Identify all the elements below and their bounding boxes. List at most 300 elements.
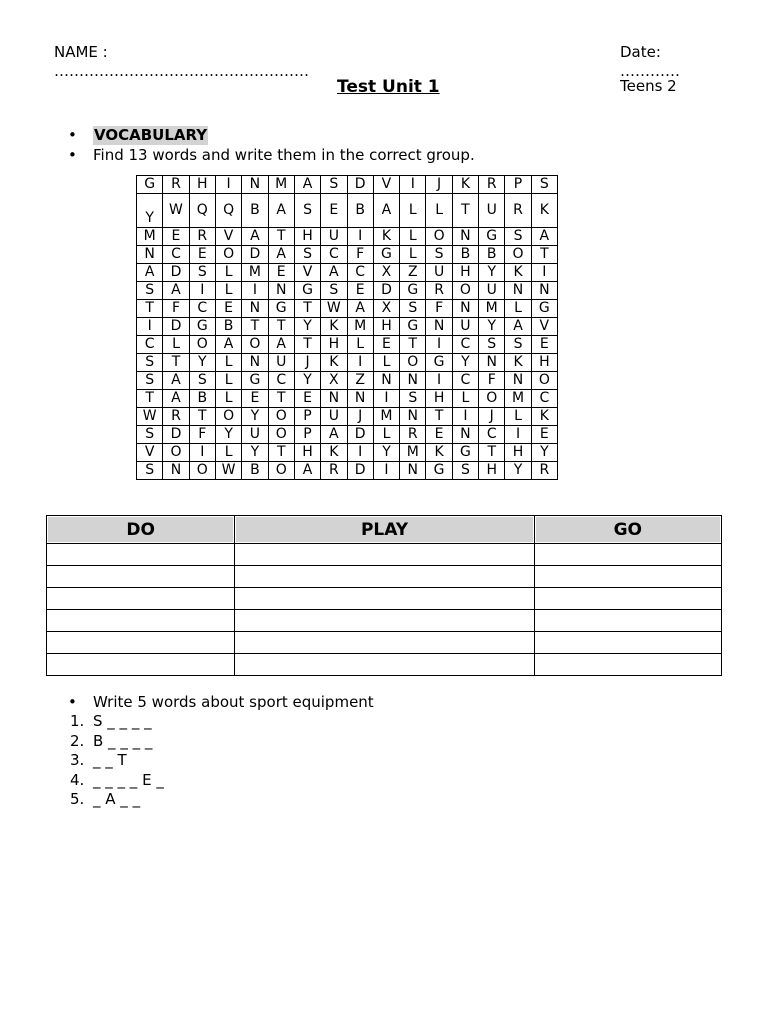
letter-cell[interactable]: O: [268, 462, 294, 480]
answer-cell[interactable]: [47, 610, 235, 632]
letter-cell[interactable]: T: [268, 444, 294, 462]
letter-cell[interactable]: H: [426, 390, 452, 408]
letter-cell[interactable]: X: [373, 264, 399, 282]
letter-cell[interactable]: F: [426, 300, 452, 318]
letter-cell[interactable]: O: [163, 444, 189, 462]
item-blank-text[interactable]: S _ _ _ _: [93, 712, 152, 730]
letter-cell[interactable]: I: [189, 282, 215, 300]
letter-cell[interactable]: Y: [294, 372, 320, 390]
letter-cell[interactable]: O: [268, 426, 294, 444]
letter-cell[interactable]: R: [426, 282, 452, 300]
letter-cell[interactable]: F: [163, 300, 189, 318]
answer-cell[interactable]: [47, 544, 235, 566]
letter-cell[interactable]: R: [321, 462, 347, 480]
letter-cell[interactable]: R: [400, 426, 426, 444]
letter-cell[interactable]: K: [426, 444, 452, 462]
letter-cell[interactable]: N: [452, 426, 478, 444]
answer-cell[interactable]: [534, 544, 721, 566]
letter-cell[interactable]: G: [294, 282, 320, 300]
letter-cell[interactable]: L: [400, 246, 426, 264]
letter-cell[interactable]: V: [531, 318, 557, 336]
letter-cell[interactable]: B: [347, 194, 373, 228]
letter-cell[interactable]: G: [426, 462, 452, 480]
letter-cell[interactable]: B: [479, 246, 505, 264]
answer-cell[interactable]: [534, 588, 721, 610]
letter-cell[interactable]: H: [321, 336, 347, 354]
answer-cell[interactable]: [534, 654, 721, 676]
letter-cell[interactable]: E: [294, 390, 320, 408]
letter-cell[interactable]: N: [268, 282, 294, 300]
letter-cell[interactable]: W: [137, 408, 163, 426]
item-blank-text[interactable]: _ _ T: [93, 751, 127, 769]
letter-cell[interactable]: E: [531, 426, 557, 444]
letter-cell[interactable]: X: [321, 372, 347, 390]
letter-cell[interactable]: R: [163, 176, 189, 194]
date-blank[interactable]: …………: [620, 62, 680, 80]
wordsearch-instruction: Find 13 words and write them in the correct group.: [93, 146, 475, 164]
letter-cell[interactable]: K: [321, 318, 347, 336]
answer-cell[interactable]: [235, 566, 534, 588]
letter-cell[interactable]: S: [426, 246, 452, 264]
letter-cell[interactable]: O: [452, 282, 478, 300]
letter-cell[interactable]: T: [479, 444, 505, 462]
letter-cell[interactable]: A: [215, 336, 241, 354]
letter-cell[interactable]: A: [373, 194, 399, 228]
letter-cell[interactable]: D: [242, 246, 268, 264]
letter-cell[interactable]: Y: [479, 264, 505, 282]
letter-cell[interactable]: L: [215, 444, 241, 462]
letter-cell[interactable]: C: [163, 246, 189, 264]
letter-cell[interactable]: B: [242, 194, 268, 228]
groups-row: [47, 566, 722, 588]
answer-cell[interactable]: [47, 566, 235, 588]
letter-cell[interactable]: N: [452, 228, 478, 246]
letter-cell[interactable]: T: [400, 336, 426, 354]
letter-cell[interactable]: E: [531, 336, 557, 354]
letter-cell[interactable]: N: [426, 318, 452, 336]
letter-cell[interactable]: O: [268, 408, 294, 426]
letter-cell[interactable]: U: [268, 354, 294, 372]
letter-cell[interactable]: P: [505, 176, 531, 194]
letter-cell[interactable]: L: [400, 228, 426, 246]
letter-cell[interactable]: O: [400, 354, 426, 372]
letter-cell[interactable]: M: [505, 390, 531, 408]
letter-cell[interactable]: G: [479, 228, 505, 246]
letter-cell[interactable]: L: [505, 408, 531, 426]
letter-cell[interactable]: C: [189, 300, 215, 318]
letter-cell[interactable]: J: [479, 408, 505, 426]
letter-cell[interactable]: K: [505, 264, 531, 282]
letter-cell[interactable]: H: [294, 228, 320, 246]
letter-cell[interactable]: L: [215, 264, 241, 282]
letter-cell[interactable]: S: [137, 462, 163, 480]
letter-cell[interactable]: B: [189, 390, 215, 408]
letter-cell[interactable]: C: [452, 336, 478, 354]
letter-cell[interactable]: U: [452, 318, 478, 336]
letter-cell[interactable]: I: [505, 426, 531, 444]
letter-cell[interactable]: C: [531, 390, 557, 408]
letter-cell[interactable]: C: [321, 246, 347, 264]
letter-cell[interactable]: K: [321, 444, 347, 462]
letter-cell[interactable]: O: [426, 228, 452, 246]
letter-cell[interactable]: W: [163, 194, 189, 228]
letter-cell[interactable]: L: [215, 354, 241, 372]
letter-cell[interactable]: G: [400, 282, 426, 300]
letter-cell[interactable]: W: [215, 462, 241, 480]
letter-cell[interactable]: E: [189, 246, 215, 264]
letter-cell[interactable]: S: [321, 282, 347, 300]
letter-cell[interactable]: G: [426, 354, 452, 372]
letter-cell[interactable]: A: [163, 372, 189, 390]
answer-cell[interactable]: [235, 610, 534, 632]
letter-cell[interactable]: K: [531, 194, 557, 228]
letter-cell[interactable]: O: [189, 462, 215, 480]
name-label: NAME :: [54, 43, 108, 61]
letter-cell[interactable]: H: [294, 444, 320, 462]
letter-cell[interactable]: T: [268, 318, 294, 336]
wordsearch-row: [137, 176, 558, 194]
answer-cell[interactable]: [47, 588, 235, 610]
letter-cell[interactable]: A: [531, 228, 557, 246]
letter-cell[interactable]: W: [321, 300, 347, 318]
letter-cell[interactable]: U: [479, 282, 505, 300]
letter-cell[interactable]: N: [505, 282, 531, 300]
wordsearch-row: [137, 228, 558, 246]
letter-cell[interactable]: O: [479, 390, 505, 408]
item-blank-text[interactable]: _ _ _ _ E _: [93, 770, 164, 789]
letter-cell[interactable]: D: [347, 426, 373, 444]
letter-cell[interactable]: I: [347, 354, 373, 372]
letter-cell[interactable]: L: [373, 426, 399, 444]
letter-cell[interactable]: O: [215, 408, 241, 426]
letter-cell[interactable]: I: [373, 462, 399, 480]
letter-cell[interactable]: T: [531, 246, 557, 264]
letter-cell[interactable]: K: [531, 408, 557, 426]
letter-cell[interactable]: H: [189, 176, 215, 194]
letter-cell[interactable]: M: [479, 300, 505, 318]
letter-cell[interactable]: J: [294, 354, 320, 372]
letter-cell[interactable]: A: [268, 336, 294, 354]
letter-cell[interactable]: K: [373, 228, 399, 246]
letter-cell[interactable]: D: [347, 462, 373, 480]
letter-cell[interactable]: T: [294, 300, 320, 318]
letter-cell[interactable]: A: [294, 176, 320, 194]
letter-cell[interactable]: Z: [347, 372, 373, 390]
letter-cell[interactable]: G: [268, 300, 294, 318]
class-label: Teens 2: [620, 77, 677, 95]
letter-cell[interactable]: U: [242, 426, 268, 444]
letter-cell[interactable]: Y: [294, 318, 320, 336]
letter-cell[interactable]: E: [268, 264, 294, 282]
letter-cell[interactable]: F: [479, 372, 505, 390]
equipment-item: [70, 771, 164, 791]
equipment-instruction: Write 5 words about sport equipment: [93, 693, 374, 711]
letter-cell[interactable]: O: [189, 336, 215, 354]
letter-cell[interactable]: V: [215, 228, 241, 246]
groups-header-row: [47, 516, 722, 544]
letter-cell[interactable]: F: [189, 426, 215, 444]
letter-cell[interactable]: L: [215, 282, 241, 300]
answer-cell[interactable]: [235, 544, 534, 566]
letter-cell[interactable]: N: [479, 354, 505, 372]
letter-cell[interactable]: N: [505, 372, 531, 390]
letter-cell[interactable]: N: [373, 372, 399, 390]
letter-cell[interactable]: C: [268, 372, 294, 390]
letter-cell[interactable]: N: [137, 246, 163, 264]
letter-cell[interactable]: L: [215, 372, 241, 390]
letter-cell[interactable]: G: [531, 300, 557, 318]
letter-cell[interactable]: G: [452, 444, 478, 462]
letter-cell[interactable]: N: [400, 372, 426, 390]
letter-cell[interactable]: S: [505, 228, 531, 246]
letter-cell[interactable]: I: [347, 444, 373, 462]
letter-cell[interactable]: U: [321, 228, 347, 246]
letter-cell[interactable]: N: [531, 282, 557, 300]
letter-cell[interactable]: L: [426, 194, 452, 228]
letter-cell[interactable]: K: [321, 354, 347, 372]
letter-cell[interactable]: V: [373, 176, 399, 194]
letter-cell[interactable]: L: [373, 354, 399, 372]
letter-cell[interactable]: Q: [189, 194, 215, 228]
letter-cell[interactable]: S: [321, 176, 347, 194]
letter-cell[interactable]: A: [268, 246, 294, 264]
letter-cell[interactable]: T: [452, 194, 478, 228]
letter-cell[interactable]: L: [505, 300, 531, 318]
letter-cell[interactable]: I: [242, 282, 268, 300]
groups-row: [47, 544, 722, 566]
letter-cell[interactable]: H: [531, 354, 557, 372]
letter-cell[interactable]: L: [215, 390, 241, 408]
letter-cell[interactable]: E: [321, 194, 347, 228]
letter-cell[interactable]: F: [347, 246, 373, 264]
item-number: 3.: [70, 751, 85, 769]
letter-cell[interactable]: D: [347, 176, 373, 194]
wordsearch-row: [137, 318, 558, 336]
instruction-row: [68, 146, 475, 165]
letter-cell[interactable]: A: [294, 462, 320, 480]
letter-cell[interactable]: N: [347, 390, 373, 408]
letter-cell[interactable]: M: [137, 228, 163, 246]
letter-cell[interactable]: U: [321, 408, 347, 426]
letter-cell[interactable]: A: [347, 300, 373, 318]
letter-cell[interactable]: A: [505, 318, 531, 336]
letter-cell[interactable]: N: [242, 300, 268, 318]
page-title: Test Unit 1: [337, 77, 440, 97]
item-number: 5.: [70, 790, 85, 808]
letter-cell[interactable]: V: [137, 444, 163, 462]
letter-cell[interactable]: E: [347, 282, 373, 300]
letter-cell[interactable]: I: [426, 336, 452, 354]
letter-cell[interactable]: H: [505, 444, 531, 462]
letter-cell[interactable]: Y: [452, 354, 478, 372]
letter-cell[interactable]: I: [347, 228, 373, 246]
letter-cell[interactable]: K: [505, 354, 531, 372]
letter-cell[interactable]: H: [479, 462, 505, 480]
answer-cell[interactable]: [534, 566, 721, 588]
answer-cell[interactable]: [47, 632, 235, 654]
letter-cell[interactable]: S: [137, 372, 163, 390]
letter-cell[interactable]: M: [373, 408, 399, 426]
letter-cell[interactable]: A: [268, 194, 294, 228]
name-blank[interactable]: ……………………………………………: [54, 62, 309, 80]
date-label: Date:: [620, 43, 661, 61]
letter-cell[interactable]: Y: [242, 408, 268, 426]
letter-cell[interactable]: B: [215, 318, 241, 336]
letter-cell[interactable]: T: [163, 354, 189, 372]
letter-cell[interactable]: J: [347, 408, 373, 426]
letter-cell[interactable]: E: [163, 228, 189, 246]
letter-cell[interactable]: S: [189, 372, 215, 390]
letter-cell[interactable]: I: [426, 372, 452, 390]
letter-cell[interactable]: C: [479, 426, 505, 444]
letter-cell[interactable]: I: [373, 390, 399, 408]
letter-cell[interactable]: R: [163, 408, 189, 426]
letter-cell[interactable]: B: [452, 246, 478, 264]
letter-cell[interactable]: S: [189, 264, 215, 282]
letter-cell[interactable]: S: [400, 390, 426, 408]
letter-cell[interactable]: S: [294, 194, 320, 228]
letter-cell[interactable]: J: [426, 176, 452, 194]
letter-cell[interactable]: N: [400, 462, 426, 480]
letter-cell[interactable]: D: [163, 426, 189, 444]
answer-cell[interactable]: [47, 654, 235, 676]
letter-cell[interactable]: N: [242, 354, 268, 372]
letter-cell[interactable]: G: [400, 318, 426, 336]
letter-cell[interactable]: Y: [242, 444, 268, 462]
letter-cell[interactable]: U: [479, 194, 505, 228]
letter-cell[interactable]: R: [189, 228, 215, 246]
letter-cell[interactable]: B: [242, 462, 268, 480]
letter-cell[interactable]: A: [163, 390, 189, 408]
letter-cell[interactable]: L: [400, 194, 426, 228]
letter-cell[interactable]: E: [426, 426, 452, 444]
letter-cell[interactable]: G: [189, 318, 215, 336]
letter-cell[interactable]: N: [400, 408, 426, 426]
letter-cell[interactable]: E: [373, 336, 399, 354]
letter-cell[interactable]: O: [215, 246, 241, 264]
letter-cell[interactable]: S: [505, 336, 531, 354]
letter-cell[interactable]: S: [137, 282, 163, 300]
item-number: 1.: [70, 712, 85, 730]
letter-cell[interactable]: A: [163, 282, 189, 300]
letter-cell[interactable]: T: [137, 390, 163, 408]
letter-cell[interactable]: Y: [479, 318, 505, 336]
letter-cell[interactable]: I: [452, 408, 478, 426]
letter-cell[interactable]: N: [163, 462, 189, 480]
answer-cell[interactable]: [235, 588, 534, 610]
letter-cell[interactable]: E: [242, 390, 268, 408]
letter-cell[interactable]: D: [163, 318, 189, 336]
letter-cell[interactable]: Q: [215, 194, 241, 228]
letter-cell[interactable]: R: [479, 176, 505, 194]
letter-cell[interactable]: S: [400, 300, 426, 318]
letter-cell[interactable]: I: [137, 318, 163, 336]
letter-cell[interactable]: T: [189, 408, 215, 426]
letter-cell[interactable]: Y: [505, 462, 531, 480]
letter-cell[interactable]: G: [373, 246, 399, 264]
letter-cell[interactable]: T: [268, 390, 294, 408]
letter-cell[interactable]: D: [373, 282, 399, 300]
letter-cell[interactable]: O: [531, 372, 557, 390]
letter-cell[interactable]: X: [373, 300, 399, 318]
letter-cell[interactable]: V: [294, 264, 320, 282]
letter-cell[interactable]: N: [242, 176, 268, 194]
letter-cell[interactable]: C: [347, 264, 373, 282]
letter-cell[interactable]: H: [373, 318, 399, 336]
letter-cell[interactable]: A: [321, 264, 347, 282]
letter-cell[interactable]: L: [163, 336, 189, 354]
letter-cell[interactable]: M: [347, 318, 373, 336]
letter-cell[interactable]: P: [294, 426, 320, 444]
letter-cell[interactable]: R: [531, 462, 557, 480]
letter-cell[interactable]: I: [215, 176, 241, 194]
letter-cell[interactable]: N: [452, 300, 478, 318]
letter-cell[interactable]: O: [505, 246, 531, 264]
letter-cell[interactable]: L: [452, 390, 478, 408]
letter-cell[interactable]: L: [347, 336, 373, 354]
letter-cell[interactable]: M: [400, 444, 426, 462]
letter-cell[interactable]: I: [400, 176, 426, 194]
letter-cell[interactable]: S: [137, 354, 163, 372]
answer-cell[interactable]: [534, 632, 721, 654]
wordsearch-row: [137, 264, 558, 282]
wordsearch-row: [137, 282, 558, 300]
letter-cell[interactable]: M: [242, 264, 268, 282]
letter-cell[interactable]: Y: [531, 444, 557, 462]
letter-cell[interactable]: S: [479, 336, 505, 354]
letter-cell[interactable]: P: [294, 408, 320, 426]
letter-cell[interactable]: H: [452, 264, 478, 282]
letter-cell[interactable]: S: [294, 246, 320, 264]
letter-cell[interactable]: E: [215, 300, 241, 318]
letter-cell[interactable]: K: [452, 176, 478, 194]
letter-cell[interactable]: N: [321, 390, 347, 408]
letter-cell[interactable]: M: [268, 176, 294, 194]
letter-cell[interactable]: T: [294, 336, 320, 354]
letter-cell[interactable]: O: [242, 336, 268, 354]
letter-cell[interactable]: Z: [400, 264, 426, 282]
letter-cell[interactable]: C: [137, 336, 163, 354]
item-blank-text[interactable]: _ A _ _: [93, 790, 141, 808]
answer-cell[interactable]: [235, 654, 534, 676]
letter-cell[interactable]: G: [137, 176, 163, 194]
letter-cell[interactable]: T: [268, 228, 294, 246]
letter-cell[interactable]: T: [426, 408, 452, 426]
letter-cell[interactable]: A: [321, 426, 347, 444]
letter-cell[interactable]: S: [137, 426, 163, 444]
answer-cell[interactable]: [534, 610, 721, 632]
letter-cell[interactable]: A: [242, 228, 268, 246]
letter-cell[interactable]: C: [452, 372, 478, 390]
letter-cell[interactable]: I: [531, 264, 557, 282]
letter-cell[interactable]: T: [242, 318, 268, 336]
letter-cell[interactable]: U: [426, 264, 452, 282]
letter-cell[interactable]: Y: [215, 426, 241, 444]
answer-cell[interactable]: [235, 632, 534, 654]
letter-cell[interactable]: Y: [189, 354, 215, 372]
letter-cell[interactable]: A: [137, 264, 163, 282]
letter-cell[interactable]: Y: [373, 444, 399, 462]
letter-cell[interactable]: Y: [137, 194, 163, 228]
letter-cell[interactable]: G: [242, 372, 268, 390]
letter-cell[interactable]: D: [163, 264, 189, 282]
item-blank-text[interactable]: B _ _ _ _: [93, 731, 153, 750]
letter-cell[interactable]: I: [189, 444, 215, 462]
letter-cell[interactable]: T: [137, 300, 163, 318]
letter-cell[interactable]: R: [505, 194, 531, 228]
letter-cell[interactable]: S: [452, 462, 478, 480]
letter-cell[interactable]: S: [531, 176, 557, 194]
